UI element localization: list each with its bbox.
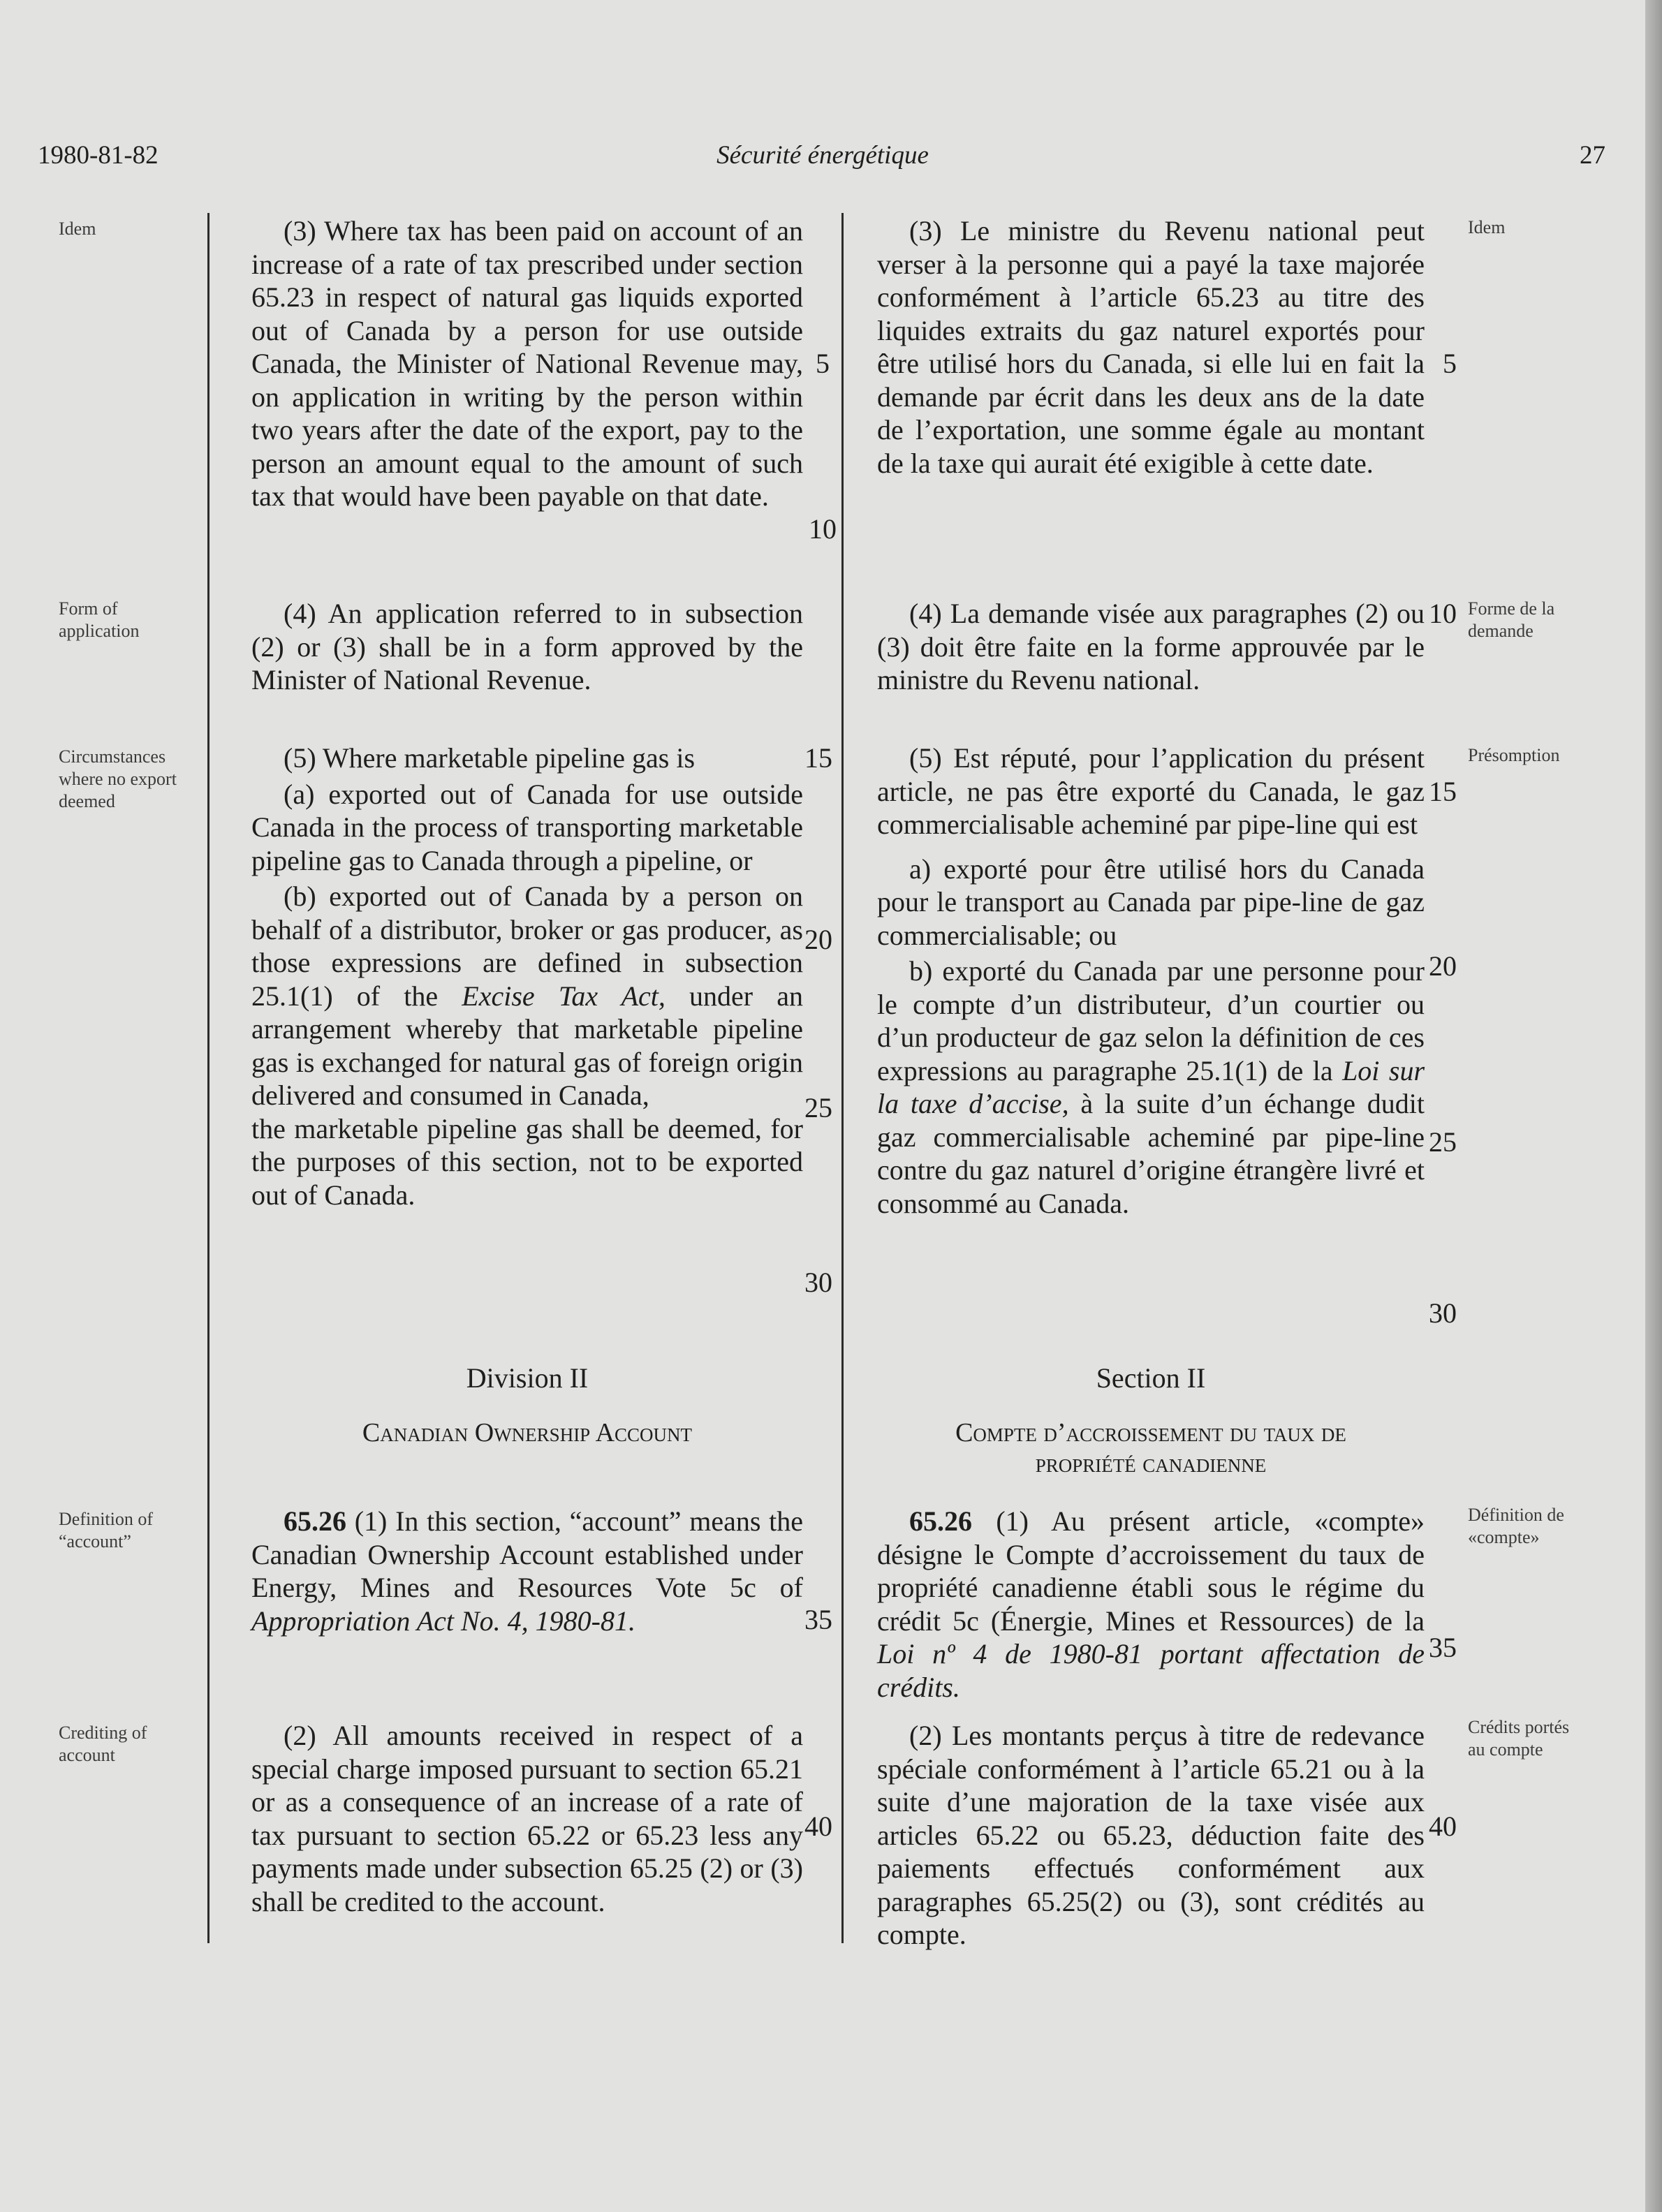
english-s65-26: 65.26 (1) In this section, “account” means the Canadian Ownership Account established under Energy, Mines and Resources Vote 5c of Appropriation Act No. 4, 1980-81. — [251, 1505, 803, 1637]
header-year: 1980-81-82 — [38, 141, 159, 170]
center-rule — [841, 213, 844, 1943]
margin-note-idem-fr: Idem — [1468, 217, 1506, 237]
line-number-fr-40: 40 — [1429, 1811, 1457, 1842]
french-s65-26: 65.26 (1) Au présent article, «compte» désigne le Compte d’accroissement du taux de propriété canadienne établi sous le régime du crédit 5c (Énergie, Mines et Ressources) de la Loi nº 4 de 1980-81 portant affectation de crédits. — [877, 1505, 1425, 1703]
line-number-fr-25: 25 — [1429, 1126, 1457, 1158]
line-number-fr-35: 35 — [1429, 1632, 1457, 1663]
english-s5-a: (a) exported out of Canada for use outside Canada in the process of transporting marketable pipeline gas to Canada through a pipeline, or — [251, 778, 803, 876]
line-number-fr-15: 15 — [1429, 776, 1457, 807]
margin-note-credits-portes: Crédits portés au compte — [1468, 1717, 1570, 1760]
english-s5-intro: (5) Where marketable pipeline gas is — [284, 742, 696, 774]
english-s5 — [251, 742, 803, 1211]
binding-edge — [1645, 0, 1662, 2212]
page-number: 27 — [1580, 141, 1605, 170]
line-number-fr-30: 30 — [1429, 1297, 1457, 1329]
margin-note-definition-account: Definition of “account” — [59, 1509, 154, 1551]
margin-note-crediting-account: Crediting of account — [59, 1723, 147, 1765]
margin-note-idem-en: Idem — [59, 219, 96, 239]
line-number-fr-5: 5 — [1443, 348, 1457, 379]
french-s5-a: a) exporté pour être utilisé hors du Canada pour le transport au Canada par pipe-line de gaz commercialisable; ou — [877, 853, 1425, 951]
line-number-en-15: 15 — [804, 742, 832, 774]
margin-note-forme-demande: Forme de la demande — [1468, 598, 1555, 641]
left-margin-rule — [207, 213, 209, 1943]
english-division-number: Division II — [466, 1362, 589, 1394]
margin-note-definition-compte: Définition de «compte» — [1468, 1505, 1564, 1547]
english-s5-b: (b) exported out of Canada by a person on behalf of a distributor, broker or gas producer, as those expressions are defined in subsection 25.1(1) of the Excise Tax Act, under an arrangement whereby that marketable pipeline gas is exchanged for natural gas of foreign origin delivered and consumed in Canada, — [251, 880, 804, 1111]
french-section-title: Compte d’accroissement du taux de propriété canadienne — [955, 1418, 1346, 1478]
french-s4: (4) La demande visée aux paragraphes (2) ou (3) doit être faite en la forme approuvée par le ministre du Revenu national. — [877, 598, 1425, 695]
french-s5-intro: (5) Est réputé, pour l’application du présent article, ne pas être exporté du Canada, le gaz commercialisable acheminé par pipe-line qui est — [877, 742, 1425, 840]
french-s3: (3) Le ministre du Revenu national peut verser à la personne qui a payé la taxe majorée conformément à l’article 65.23 au titre des liquides extraits du gaz naturel exportés pour être utilisé hors du Canada, si elle lui en fait la demande par écrit dans les deux ans de la date de l’exportation, une somme égale au montant de la taxe qui aurait été exigible à cette date. — [877, 215, 1425, 479]
english-s2: (2) All amounts received in respect of a special charge imposed pursuant to section 65.21 or as a consequence of an increase of a rate of tax pursuant to section 65.22 or 65.23 less any payments made under subsection 65.25 (2) or (3) shall be credited to the account. — [251, 1720, 803, 1917]
line-number-en-5: 5 — [816, 348, 830, 379]
margin-note-circumstances: Circumstances where no export deemed — [59, 746, 177, 811]
line-number-fr-10: 10 — [1429, 598, 1457, 629]
line-number-en-10: 10 — [809, 513, 837, 545]
french-s2: (2) Les montants perçus à titre de redevance spéciale conformément à l’article 65.21 ou à la suite d’une majoration de la taxe visée aux articles 65.22 ou 65.23, déduction faite des paiements effectués conformément aux paragraphes 65.25(2) ou (3), sont crédités au compte. — [877, 1720, 1425, 1950]
header-title: Sécurité énergétique — [716, 141, 929, 170]
french-s5-b: b) exporté du Canada par une personne pour le compte d’un distributeur, d’un courtier ou d’un producteur de gaz selon la définition de ces expressions au paragraphe 25.1(1) de la Loi sur la taxe d’accise, à la suite d’un échange dudit gaz commercialisable acheminé par pipe-line contre du gaz naturel d’origine étrangère livré et consommé au Canada. — [877, 955, 1425, 1219]
line-number-fr-20: 20 — [1429, 950, 1457, 982]
english-s4: (4) An application referred to in subsection (2) or (3) shall be in a form approved by the Minister of National Revenue. — [251, 598, 803, 695]
margin-note-form-of-application: Form of application — [59, 598, 140, 641]
line-number-en-25: 25 — [804, 1092, 832, 1123]
french-section-number: Section II — [1096, 1362, 1206, 1394]
line-number-en-20: 20 — [804, 924, 832, 955]
english-s3: (3) Where tax has been paid on account of an increase of a rate of tax prescribed under section 65.23 in respect of natural gas liquids exported out of Canada by a person for use outside Canada, the Minister of National Revenue may, on application in writing by the person within two years after the date of the export, pay to the person an amount equal to the amount of such tax that would have been payable on that date. — [251, 215, 803, 512]
english-division-title: Canadian Ownership Account — [362, 1418, 693, 1447]
line-number-en-40: 40 — [804, 1811, 832, 1842]
line-number-en-35: 35 — [804, 1604, 832, 1635]
english-s5-close: the marketable pipeline gas shall be deemed, for the purposes of this section, not to be exported out of Canada. — [251, 1112, 803, 1211]
line-number-en-30: 30 — [804, 1267, 832, 1298]
french-s5 — [877, 742, 1425, 1220]
margin-note-presomption: Présomption — [1468, 745, 1560, 765]
